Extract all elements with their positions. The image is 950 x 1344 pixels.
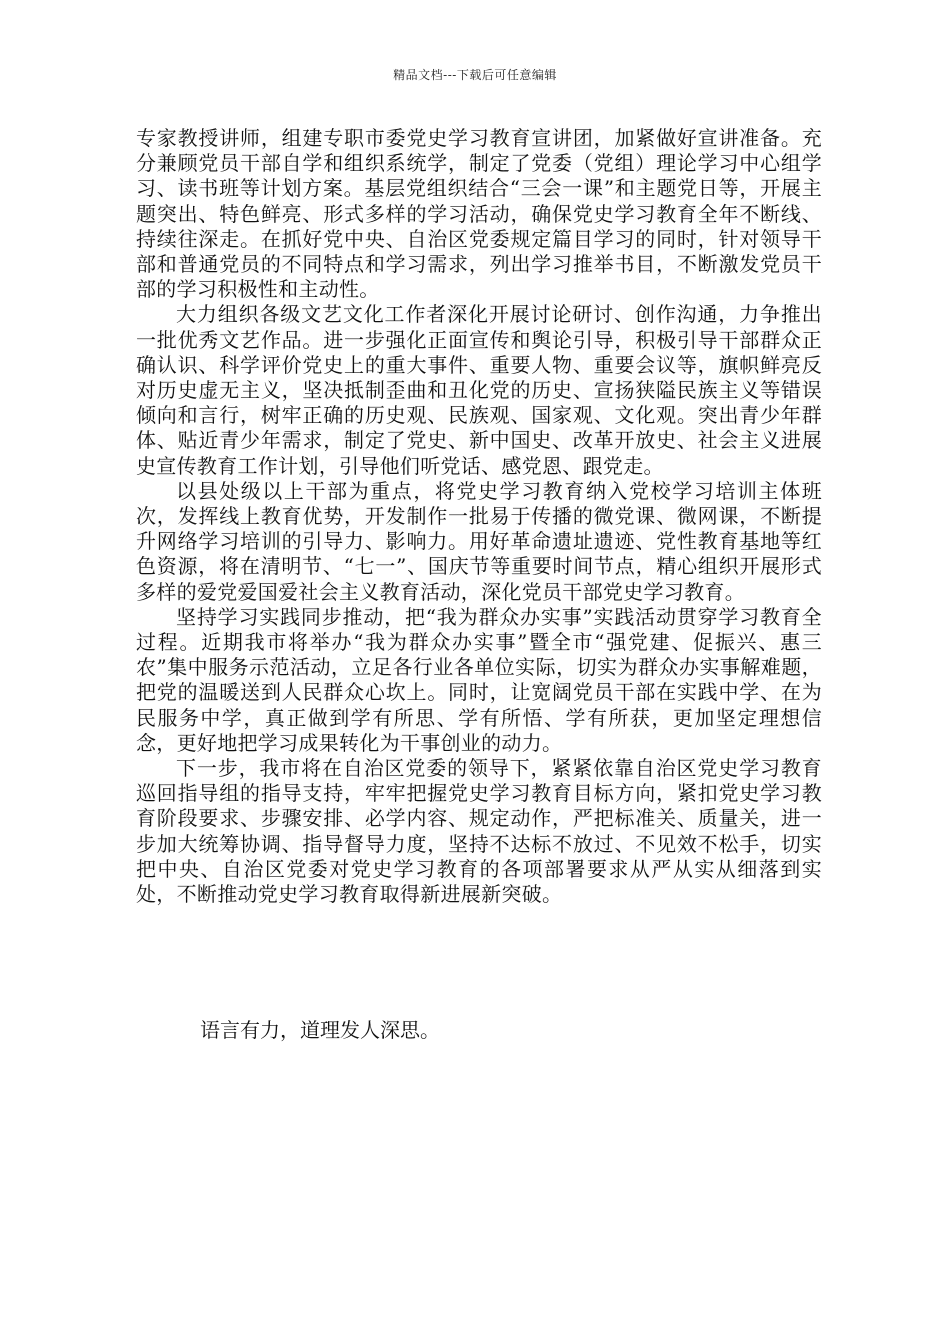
closing-remark: 语言有力，道理发人深思。 [200, 1018, 440, 1042]
paragraph-3: 以县处级以上干部为重点，将党史学习教育纳入党校学习培训主体班次，发挥线上教育优势，开发制作一批易于传播的微党课、微网课，不断提升网络学习培训的引导力、影响力。用好革命遗址遗迹、党性教育基地等红色资源，将在清明节、“七一”、国庆节等重要时间节点，精心组织开展形式多样的爱党爱国爱社会主义教育活动，深化党员干部党史学习教育。 [136, 478, 822, 604]
paragraph-4: 坚持学习实践同步推动，把“我为群众办实事”实践活动贯穿学习教育全过程。近期我市将举办“我为群众办实事”暨全市“强党建、促振兴、惠三农”集中服务示范活动，立足各行业各单位实际，切实为群众办实事解难题，把党的温暖送到人民群众心坎上。同时，让宽阔党员干部在实践中学、在为民服务中学，真正做到学有所思、学有所悟、学有所获，更加坚定理想信念，更好地把学习成果转化为干事创业的动力。 [136, 604, 822, 755]
paragraph-1: 专家教授讲师，组建专职市委党史学习教育宣讲团，加紧做好宣讲准备。充分兼顾党员干部自学和组织系统学，制定了党委（党组）理论学习中心组学习、读书班等计划方案。基层党组织结合“三会一课”和主题党日等，开展主题突出、特色鲜亮、形式多样的学习活动，确保党史学习教育全年不断线、持续往深走。在抓好党中央、自治区党委规定篇目学习的同时，针对领导干部和普通党员的不同特点和学习需求，列出学习推举书目，不断激发党员干部的学习积极性和主动性。 [136, 126, 822, 302]
page-header-note: 精品文档---下载后可任意编辑 [393, 68, 557, 82]
paragraph-2: 大力组织各级文艺文化工作者深化开展讨论研讨、创作沟通，力争推出一批优秀文艺作品。进一步强化正面宣传和舆论引导，积极引导干部群众正确认识、科学评价党史上的重大事件、重要人物、重要会议等，旗帜鲜亮反对历史虚无主义，坚决抵制歪曲和丑化党的历史、宣扬狭隘民族主义等错误倾向和言行，树牢正确的历史观、民族观、国家观、文化观。突出青少年群体、贴近青少年需求，制定了党史、新中国史、改革开放史、社会主义进展史宣传教育工作计划，引导他们听党话、感党恩、跟党走。 [136, 302, 822, 478]
document-body [136, 126, 822, 907]
paragraph-5: 下一步，我市将在自治区党委的领导下，紧紧依靠自治区党史学习教育巡回指导组的指导支持，牢牢把握党史学习教育目标方向，紧扣党史学习教育阶段要求、步骤安排、必学内容、规定动作，严把标准关、质量关，进一步加大统筹协调、指导督导力度，坚持不达标不放过、不见效不松手，切实把中央、自治区党委对党史学习教育的各项部署要求从严从实从细落到实处，不断推动党史学习教育取得新进展新突破。 [136, 756, 822, 907]
